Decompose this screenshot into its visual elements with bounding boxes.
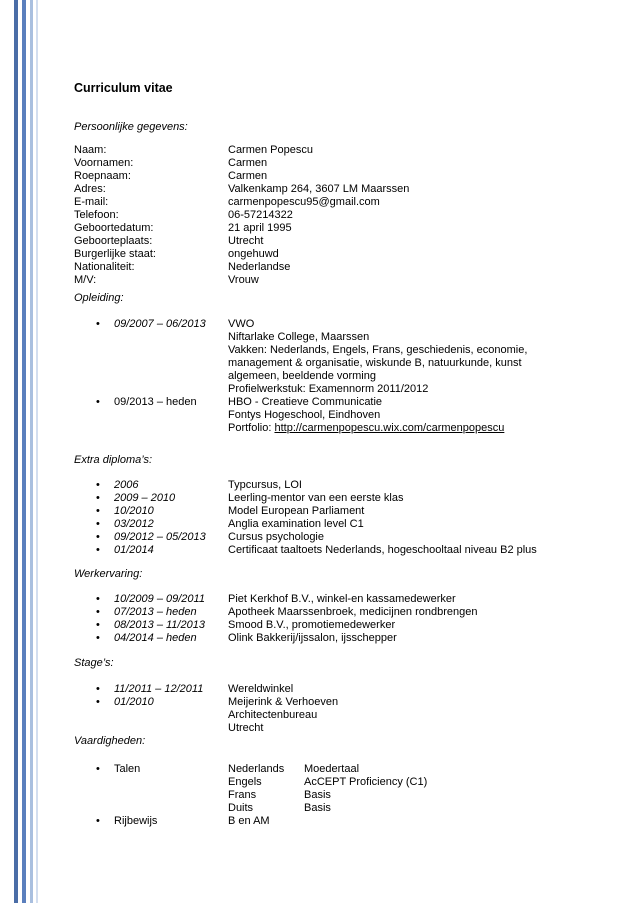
personal-label: Adres: <box>74 183 106 195</box>
decorative-bar-1 <box>14 0 18 903</box>
personal-label: E-mail: <box>74 196 109 208</box>
opleiding-line: Vakken: Nederlands, Engels, Frans, geschiedenis, economie, <box>228 344 528 356</box>
period: 04/2014 – heden <box>114 632 197 644</box>
opleiding-line: VWO <box>228 318 255 330</box>
decorative-bar-4 <box>36 0 38 903</box>
diploma-text: Leerling-mentor van een eerste klas <box>228 492 404 504</box>
werk-text: Piet Kerkhof B.V., winkel-en kassamedewerker <box>228 593 456 605</box>
rijbewijs-label: Rijbewijs <box>114 815 158 827</box>
werk-text: Olink Bakkerij/ijssalon, ijsschepper <box>228 632 397 644</box>
period: 03/2012 <box>114 518 154 530</box>
personal-heading: Persoonlijke gegevens: <box>74 121 188 133</box>
personal-value: Valkenkamp 264, 3607 LM Maarssen <box>228 183 410 195</box>
taal-niveau: Basis <box>304 802 331 814</box>
opleiding-line: Niftarlake College, Maarssen <box>228 331 370 343</box>
bullet-icon: • <box>96 544 100 556</box>
werk-heading: Werkervaring: <box>74 568 143 580</box>
taal: Engels <box>228 776 262 788</box>
period: 10/2010 <box>114 505 154 517</box>
bullet-icon: • <box>96 396 100 408</box>
opleiding-line: HBO - Creatieve Communicatie <box>228 396 383 408</box>
taal: Frans <box>228 789 257 801</box>
personal-value: Utrecht <box>228 235 264 247</box>
decorative-bar-3 <box>30 0 33 903</box>
portfolio-line <box>228 422 504 435</box>
diploma-text: Model European Parliament <box>228 505 365 517</box>
period: 09/2013 – heden <box>114 396 197 408</box>
period: 08/2013 – 11/2013 <box>114 619 205 631</box>
personal-label: M/V: <box>74 274 97 286</box>
personal-value: Carmen Popescu <box>228 144 313 156</box>
opleiding-line: Profielwerkstuk: Examennorm 2011/2012 <box>228 383 429 395</box>
personal-label: Roepnaam: <box>74 170 131 182</box>
werk-text: Smood B.V., promotiemedewerker <box>228 619 396 631</box>
personal-value: Nederlandse <box>228 261 291 273</box>
bullet-icon: • <box>96 632 100 644</box>
bullet-icon: • <box>96 318 100 330</box>
bullet-icon: • <box>96 606 100 618</box>
period: 01/2010 <box>114 696 154 708</box>
opleiding-line: algemeen, beeldende vorming <box>228 370 376 382</box>
period: 09/2012 – 05/2013 <box>114 531 206 543</box>
period: 2006 <box>114 479 139 491</box>
diploma-text: Cursus psychologie <box>228 531 324 543</box>
period: 2009 – 2010 <box>114 492 176 504</box>
stage-text: Utrecht <box>228 722 264 734</box>
bullet-icon: • <box>96 683 100 695</box>
period: 01/2014 <box>114 544 154 556</box>
bullet-icon: • <box>96 619 100 631</box>
opleiding-line: management & organisatie, wiskunde B, natuurkunde, kunst <box>228 357 522 369</box>
taal-niveau: Basis <box>304 789 331 801</box>
personal-label: Geboortedatum: <box>74 222 154 234</box>
taal-niveau: AcCEPT Proficiency (C1) <box>304 776 428 788</box>
diploma-text: Typcursus, LOI <box>228 479 302 491</box>
personal-value: Vrouw <box>228 274 259 286</box>
personal-label: Voornamen: <box>74 157 134 169</box>
personal-value: Carmen <box>228 170 268 182</box>
bullet-icon: • <box>96 492 100 504</box>
portfolio-label: Portfolio: <box>228 422 275 434</box>
personal-label: Naam: <box>74 144 107 156</box>
taal: Duits <box>228 802 254 814</box>
bullet-icon: • <box>96 531 100 543</box>
stages-heading: Stage’s: <box>74 657 114 669</box>
vaardigheden-heading: Vaardigheden: <box>74 735 146 747</box>
bullet-icon: • <box>96 479 100 491</box>
bullet-icon: • <box>96 518 100 530</box>
diplomas-heading: Extra diploma’s: <box>74 454 153 466</box>
personal-label: Nationaliteit: <box>74 261 135 273</box>
phone-value: 06-57214322 <box>228 209 293 221</box>
personal-value: ongehuwd <box>228 248 279 260</box>
personal-label: Geboorteplaats: <box>74 235 153 247</box>
portfolio-link[interactable]: http://carmenpopescu.wix.com/carmenpopescu <box>274 422 505 434</box>
period: 09/2007 – 06/2013 <box>114 318 206 330</box>
taal: Nederlands <box>228 763 285 775</box>
bullet-icon: • <box>96 763 100 775</box>
personal-label: Telefoon: <box>74 209 119 221</box>
werk-text: Apotheek Maarssenbroek, medicijnen rondbrengen <box>228 606 478 618</box>
bullet-icon: • <box>96 593 100 605</box>
bullet-icon: • <box>96 815 100 827</box>
personal-value: 21 april 1995 <box>228 222 292 234</box>
period: 07/2013 – heden <box>114 606 197 618</box>
opleiding-line: Fontys Hogeschool, Eindhoven <box>228 409 381 421</box>
personal-label: Burgerlijke staat: <box>74 248 156 260</box>
decorative-bar-2 <box>22 0 26 903</box>
diploma-text: Anglia examination level C1 <box>228 518 364 530</box>
email-value: carmenpopescu95@gmail.com <box>228 196 380 208</box>
diploma-text: Certificaat taaltoets Nederlands, hogeschooltaal niveau B2 plus <box>228 544 537 556</box>
period: 10/2009 – 09/2011 <box>114 593 205 605</box>
taal-niveau: Moedertaal <box>304 763 360 775</box>
rijbewijs-value: B en AM <box>228 815 270 827</box>
bullet-icon: • <box>96 696 100 708</box>
bullet-icon: • <box>96 505 100 517</box>
page-title: Curriculum vitae <box>74 81 173 95</box>
stage-text: Architectenbureau <box>228 709 318 721</box>
talen-label: Talen <box>114 763 141 775</box>
stage-text: Meijerink & Verhoeven <box>228 696 339 708</box>
period: 11/2011 – 12/2011 <box>114 683 204 695</box>
opleiding-heading: Opleiding: <box>74 292 124 304</box>
stage-text: Wereldwinkel <box>228 683 294 695</box>
personal-value: Carmen <box>228 157 268 169</box>
